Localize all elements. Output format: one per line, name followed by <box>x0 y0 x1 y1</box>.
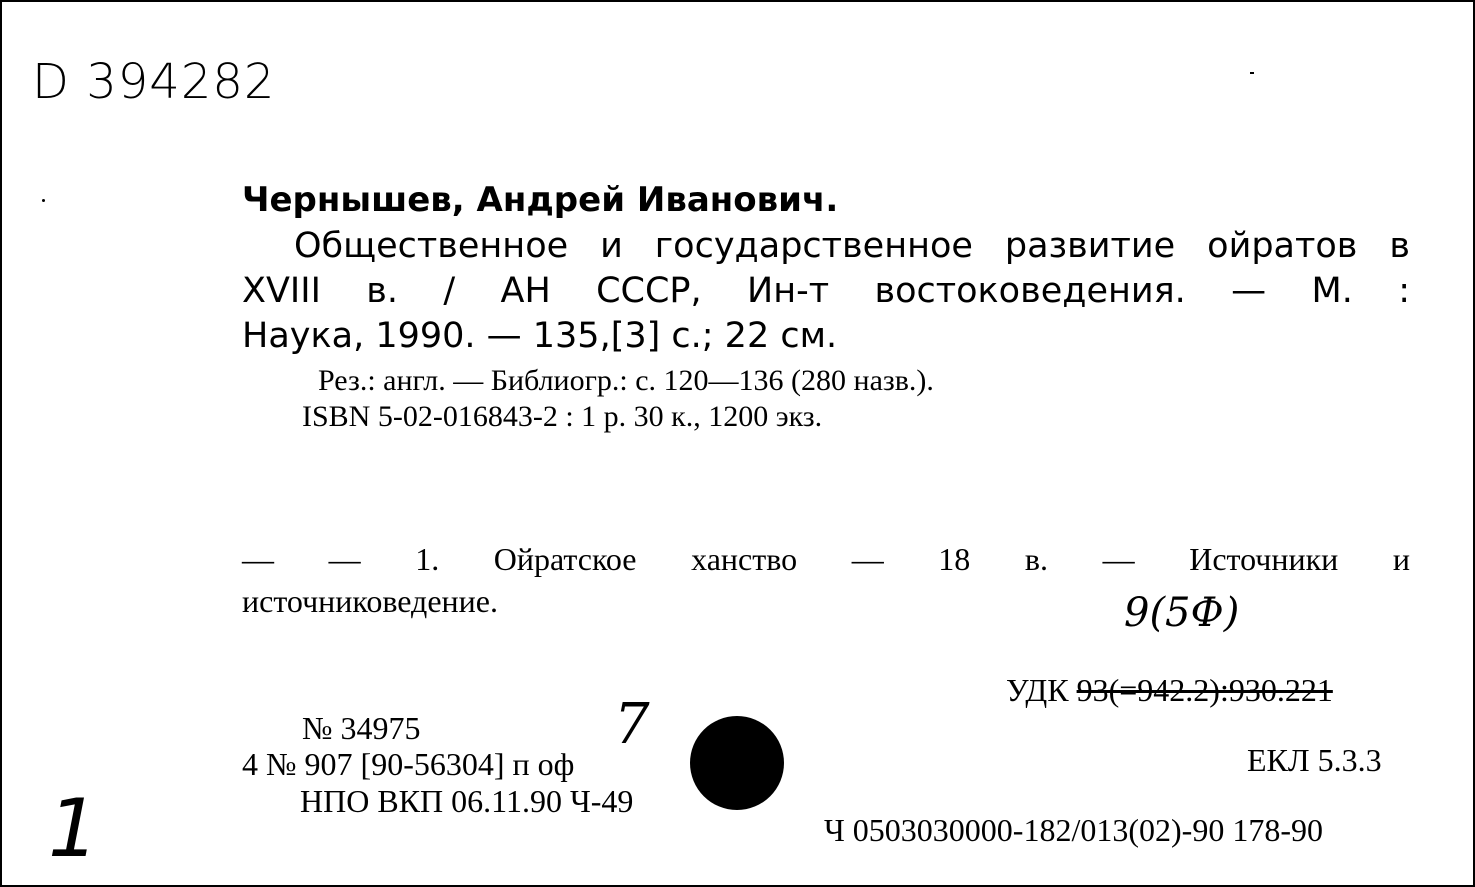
speck <box>42 199 45 202</box>
title-description <box>242 224 1410 359</box>
handwritten-mark: 7 <box>614 692 650 757</box>
summary-bibliography-note: Рез.: англ. — Библиогр.: с. 120—136 (280 назв.). <box>318 364 934 397</box>
shelf-mark: D 394282 <box>32 54 276 110</box>
isbn-price-note: ISBN 5-02-016843-2 : 1 р. 30 к., 1200 экз. <box>302 400 823 433</box>
hole-punch-dot <box>690 716 784 810</box>
subject-line: — — 1. Ойратское ханство — 18 в. — Источники и <box>242 541 1410 577</box>
publication-number: № 34975 <box>302 710 421 746</box>
publication-npo: НПО ВКП 06.11.90 Ч-49 <box>300 783 634 819</box>
price-code: Ч 0503030000-182/013(02)-90 178-90 <box>824 812 1323 848</box>
author-heading: Чернышев, Андрей Иванович. <box>242 180 839 220</box>
udk-line <box>1006 672 1333 709</box>
title-line: XVIII в. / АН СССР, Ин-т востоковедения. — М. : <box>242 271 1410 311</box>
title-line: Общественное и государственное развитие ойратов в <box>294 226 1410 266</box>
speck <box>1250 72 1254 74</box>
udk-label: УДК <box>1006 672 1069 708</box>
handwritten-classification: 9(5Ф) <box>1124 590 1240 636</box>
publication-order: 4 № 907 [90-56304] п оф <box>242 746 575 782</box>
title-line: Наука, 1990. — 135,[3] с.; 22 см. <box>242 316 838 356</box>
subject-line: источниковедение. <box>242 583 498 619</box>
ekl-code: ЕКЛ 5.3.3 <box>1247 742 1382 778</box>
corner-handwritten-mark: 1 <box>48 782 99 875</box>
udk-code: 93(=942.2):930.221 <box>1076 672 1333 708</box>
